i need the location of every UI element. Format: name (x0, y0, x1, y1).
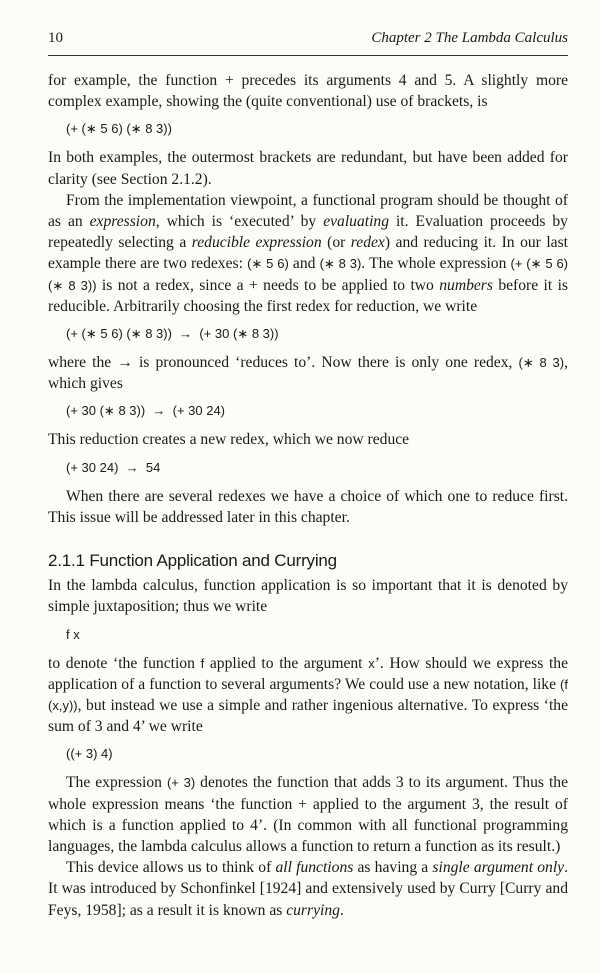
code-example-2: (+ (∗ 5 6) (∗ 8 3)) → (+ 30 (∗ 8 3)) (66, 326, 279, 342)
paragraph-4 (48, 352, 568, 394)
page-body (48, 70, 568, 921)
paragraph-7: In the lambda calculus, function application is so important that it is denoted by simple juxtaposition; thus we write (48, 577, 568, 616)
text-run: denotes the function that adds 3 to its argument. Thus the whole expression means ‘the function + applied to the argument 3, the result of which is a function applied to 4’. (In common with all functional programming languages, the lambda calculus allows a function to return a function as its result.) (48, 774, 569, 856)
text-run: The expression (66, 774, 167, 792)
text-run: where the → is pronounced ‘reduces to’. Now there is only one redex, (48, 354, 519, 372)
term-single-argument-only: single argument only (432, 859, 565, 877)
code-example-1: (+ (∗ 5 6) (∗ 8 3)) (66, 121, 172, 137)
text-run: and (288, 255, 320, 273)
text-run: it. Evaluation proceeds by repeatedly selecting a (48, 213, 568, 252)
term-all-functions: all functions (275, 859, 354, 877)
text-run: ) and reducing it. In our last example there are two redexes: (48, 234, 568, 273)
term-numbers: numbers (439, 276, 493, 294)
term-redex: redex (350, 234, 385, 252)
text-run: is not a redex, since a + needs to be applied to two (96, 276, 440, 294)
paragraph-10 (48, 857, 568, 921)
text-run: , but instead we use a simple and rather ingenious alternative. To express ‘the sum of 3 and 4’ we write (48, 697, 568, 736)
text-run: , which is ‘executed’ by (155, 213, 324, 231)
running-header (48, 30, 568, 56)
paragraph-9 (48, 772, 568, 857)
inline-code: (∗ 5 6) (247, 256, 289, 272)
code-example-6: ((+ 3) 4) (66, 746, 113, 762)
text-run: , which gives (48, 354, 569, 393)
text-run: . (339, 901, 344, 919)
chapter-title: Chapter 2 The Lambda Calculus (371, 30, 568, 46)
text-run: . It was introduced by Schonfinkel [1924] and extensively used by Curry [Curry and Feys, 1958]; as a result it is known as (48, 859, 568, 919)
text-run: applied to the argument (204, 654, 369, 672)
text-run: This device allows us to think of (66, 859, 276, 877)
text-run: to denote ‘the function (48, 654, 201, 672)
inline-code: (+ 3) (166, 775, 196, 791)
term-evaluating: evaluating (323, 213, 390, 231)
book-page (48, 30, 568, 921)
paragraph-8 (48, 653, 568, 738)
paragraph-5: This reduction creates a new redex, which we now reduce (48, 431, 410, 449)
text-run: before it is reducible. Arbitrarily choosing the first redex for reduction, we write (48, 276, 568, 315)
term-expression: expression (89, 213, 156, 231)
code-example-3: (+ 30 (∗ 8 3)) → (+ 30 24) (66, 403, 226, 419)
text-run: ’. How should we express the application of a function to several arguments? We could use a new notation, like (48, 654, 568, 693)
section-heading: 2.1.1 Function Application and Currying (48, 551, 337, 571)
text-run: . The whole expression (361, 255, 511, 273)
inline-code: (∗ 8 3) (319, 256, 362, 272)
text-run: as having a (353, 859, 433, 877)
inline-code: (∗ 8 3) (518, 355, 565, 371)
paragraph-3 (48, 190, 568, 317)
term-reducible-expression: reducible expression (191, 234, 322, 252)
paragraph-1: for example, the function + precedes its arguments 4 and 5. A slightly more complex example, showing the (quite conventional) use of brackets, is (48, 72, 568, 111)
code-example-4: (+ 30 24) → 54 (66, 459, 161, 475)
inline-code: (f (x,y)) (48, 676, 568, 714)
term-currying: currying (286, 901, 340, 919)
page-number: 10 (48, 30, 63, 46)
code-example-5: f x (66, 626, 80, 642)
text-run: From the implementation viewpoint, a functional program should be thought of as an (48, 191, 568, 231)
inline-code: x (368, 655, 375, 671)
inline-code: (+ (∗ 5 6) (∗ 8 3)) (48, 256, 569, 293)
text-run: (or (321, 234, 351, 252)
paragraph-6: When there are several redexes we have a choice of which one to reduce first. This issue will be addressed later in this chapter. (48, 487, 568, 526)
inline-code: f (200, 655, 205, 671)
paragraph-2: In both examples, the outermost brackets are redundant, but have been added for clarity (see Section 2.1.2). (48, 149, 568, 188)
